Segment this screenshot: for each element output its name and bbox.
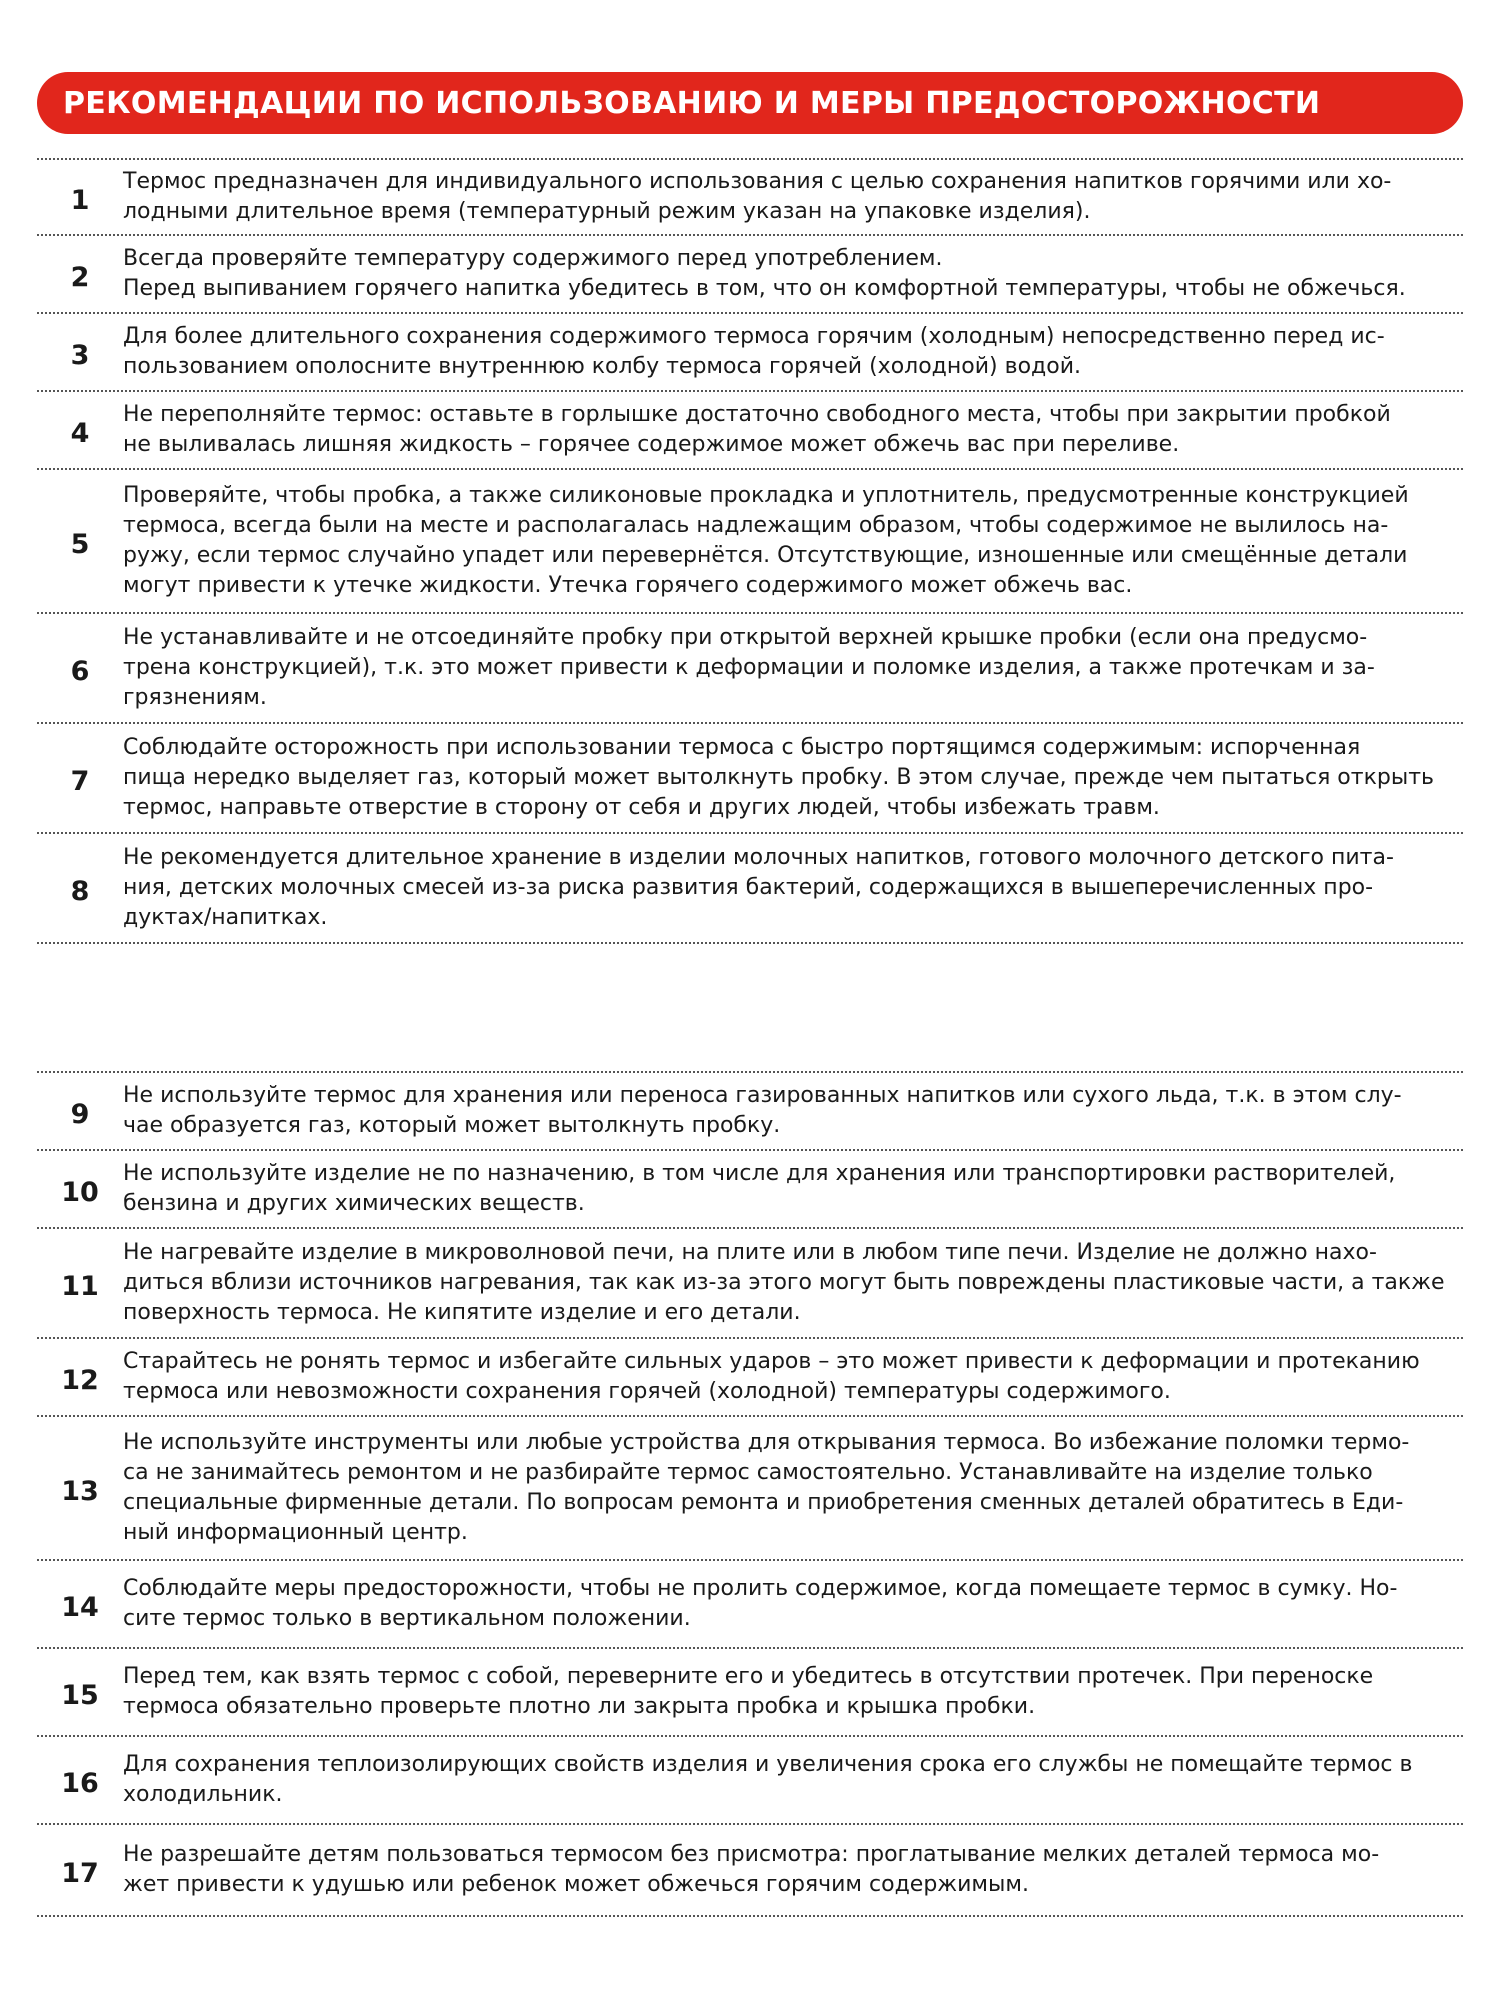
item-text: Не разрешайте детям пользоваться термосом без присмотра: проглатывание мелких деталей термоса мо- жет привести к удушью или ребенок может обжечься горячим содержимым. (123, 1842, 1380, 1897)
list-item (37, 1561, 1463, 1649)
item-number: 6 (70, 655, 90, 687)
list-item (37, 1151, 1463, 1229)
item-text: Соблюдайте осторожность при использовании термоса с быстро портящимся содержимым: испорченная пища нередко выделяет газ, который может вытолкнуть пробку. В этом случае, прежде чем пытаться открыть термос, направьте отверстие в сторону от себя и других людей, чтобы избежать травм. (123, 735, 1434, 820)
list-item (37, 1229, 1463, 1339)
list-item (37, 1649, 1463, 1737)
item-number: 16 (61, 1767, 99, 1799)
instructions-list-part-2 (37, 1071, 1463, 1917)
item-number: 3 (70, 339, 90, 371)
item-number: 1 (70, 184, 90, 216)
item-text: Не устанавливайте и не отсоединяйте пробку при открытой верхней крышке пробки (если она предусмо- трена конструкцией), т.к. это может привести к деформации и поломке изделия, а также протечкам и за- грязнениям. (123, 625, 1375, 710)
list-item (37, 1825, 1463, 1917)
item-text: Для сохранения теплоизолирующих свойств изделия и увеличения срока его службы не помещайте термос в холодильник. (123, 1752, 1413, 1807)
list-item (37, 236, 1463, 314)
instructions-list-part-1 (37, 158, 1463, 944)
item-number: 4 (70, 417, 90, 449)
section-title: РЕКОМЕНДАЦИИ ПО ИСПОЛЬЗОВАНИЮ И МЕРЫ ПРЕДОСТОРОЖНОСТИ (63, 85, 1321, 121)
list-item (37, 724, 1463, 834)
item-number: 12 (61, 1364, 99, 1396)
item-number: 13 (61, 1475, 99, 1507)
section-header-banner (37, 72, 1463, 134)
item-text: Не нагревайте изделие в микроволновой печи, на плите или в любом типе печи. Изделие не должно нахо- диться вблизи источников нагревания, так как из-за этого могут быть повреждены пластиковые части, а также поверхность термоса. Не кипятите изделие и его детали. (123, 1240, 1445, 1325)
item-text: Не рекомендуется длительное хранение в изделии молочных напитков, готового молочного детского пита- ния, детских молочных смесей из-за риска развития бактерий, содержащихся в вышеперечисленных про- дуктах/напитках. (123, 845, 1394, 930)
list-item (37, 834, 1463, 944)
item-number: 8 (70, 875, 90, 907)
list-item (37, 1073, 1463, 1151)
item-number: 10 (61, 1176, 99, 1208)
list-item (37, 614, 1463, 724)
list-item (37, 392, 1463, 470)
item-text: Проверяйте, чтобы пробка, а также силиконовые прокладка и уплотнитель, предусмотренные конструкцией термоса, всегда были на месте и располагалась надлежащим образом, чтобы содержимое не вылилось на- ружу, если термос случайно упадет или перевернётся. Отсутствующие, изношенные или смещённые детали могут привести к утечке жидкости. Утечка горячего содержимого может обжечь вас. (123, 483, 1409, 598)
list-item (37, 1417, 1463, 1561)
item-number: 5 (70, 528, 90, 560)
list-item (37, 160, 1463, 236)
item-number: 2 (70, 261, 90, 293)
item-number: 7 (70, 765, 90, 797)
item-text: Перед тем, как взять термос с собой, переверните его и убедитесь в отсутствии протечек. При переноске термоса обязательно проверьте плотно ли закрыта пробка и крышка пробки. (123, 1664, 1374, 1719)
item-number: 11 (61, 1270, 99, 1302)
list-item (37, 314, 1463, 392)
item-number: 15 (61, 1679, 99, 1711)
item-text: Для более длительного сохранения содержимого термоса горячим (холодным) непосредственно перед ис- пользованием ополосните внутреннюю колбу термоса горячей (холодной) водой. (123, 324, 1385, 379)
item-text: Не переполняйте термос: оставьте в горлышке достаточно свободного места, чтобы при закрытии пробкой не выливалась лишняя жидкость – горячее содержимое может обжечь вас при переливе. (123, 402, 1391, 457)
item-text: Не используйте инструменты или любые устройства для открывания термоса. Во избежание поломки термо- са не занимайтесь ремонтом и не разбирайте термос самостоятельно. Устанавливайте на изделие только специальные фирменные детали. По вопросам ремонта и приобретения сменных деталей обратитесь в Еди- ный информационный центр. (123, 1430, 1410, 1545)
item-number: 9 (70, 1098, 90, 1130)
item-text: Термос предназначен для индивидуального использования с целью сохранения напитков горячими или хо- лодными длительное время (температурный режим указан на упаковке изделия). (123, 169, 1392, 224)
list-item (37, 1737, 1463, 1825)
item-number: 17 (61, 1857, 99, 1889)
item-number: 14 (61, 1591, 99, 1623)
item-text: Не используйте термос для хранения или переноса газированных напитков или сухого льда, т.к. в этом слу- чае образуется газ, который может вытолкнуть пробку. (123, 1083, 1402, 1138)
item-text: Всегда проверяйте температуру содержимого перед употреблением. Перед выпиванием горячего напитка убедитесь в том, что он комфортной температуры, чтобы не обжечься. (123, 246, 1406, 301)
item-text: Соблюдайте меры предосторожности, чтобы не пролить содержимое, когда помещаете термос в сумку. Но- сите термос только в вертикальном положении. (123, 1576, 1398, 1631)
list-item (37, 1339, 1463, 1417)
item-text: Старайтесь не ронять термос и избегайте сильных ударов – это может привести к деформации и протеканию термоса или невозможности сохранения горячей (холодной) температуры содержимого. (123, 1349, 1420, 1404)
item-text: Не используйте изделие не по назначению, в том числе для хранения или транспортировки растворителей, бензина и других химических веществ. (123, 1161, 1396, 1216)
list-item (37, 470, 1463, 614)
